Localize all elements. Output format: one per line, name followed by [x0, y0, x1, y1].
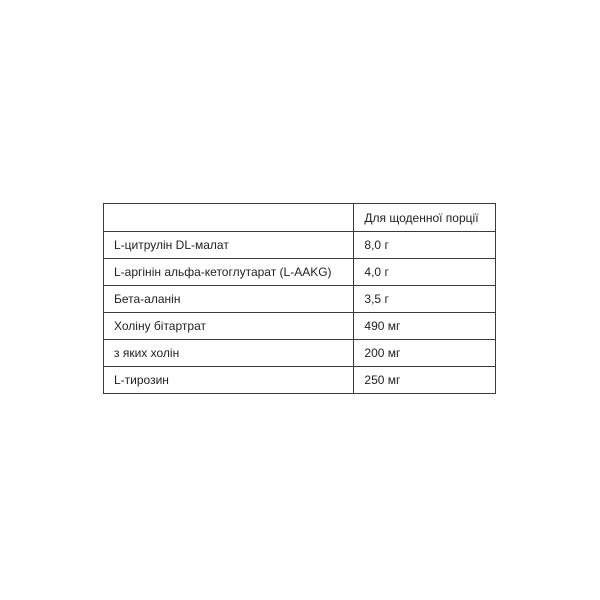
ingredient-name: L-тирозин: [104, 367, 354, 394]
table-row: [104, 232, 496, 259]
ingredient-name: L-цитрулін DL-малат: [104, 232, 354, 259]
table-row: [104, 313, 496, 340]
ingredient-name: з яких холін: [104, 340, 354, 367]
ingredient-name: Бета-аланін: [104, 286, 354, 313]
table-row: [104, 259, 496, 286]
header-name-cell: [104, 204, 354, 232]
ingredient-amount: 490 мг: [354, 313, 496, 340]
table-header-row: [104, 204, 496, 232]
ingredient-amount: 250 мг: [354, 367, 496, 394]
ingredient-name: Холіну бітартрат: [104, 313, 354, 340]
ingredients-table: [103, 203, 496, 394]
ingredient-amount: 4,0 г: [354, 259, 496, 286]
ingredient-name: L-аргінін альфа-кетоглутарат (L-AAKG): [104, 259, 354, 286]
header-value-cell: Для щоденної порції: [354, 204, 496, 232]
table-row: [104, 340, 496, 367]
ingredient-amount: 3,5 г: [354, 286, 496, 313]
table-row: [104, 286, 496, 313]
ingredient-amount: 8,0 г: [354, 232, 496, 259]
ingredient-amount: 200 мг: [354, 340, 496, 367]
table-row: [104, 367, 496, 394]
